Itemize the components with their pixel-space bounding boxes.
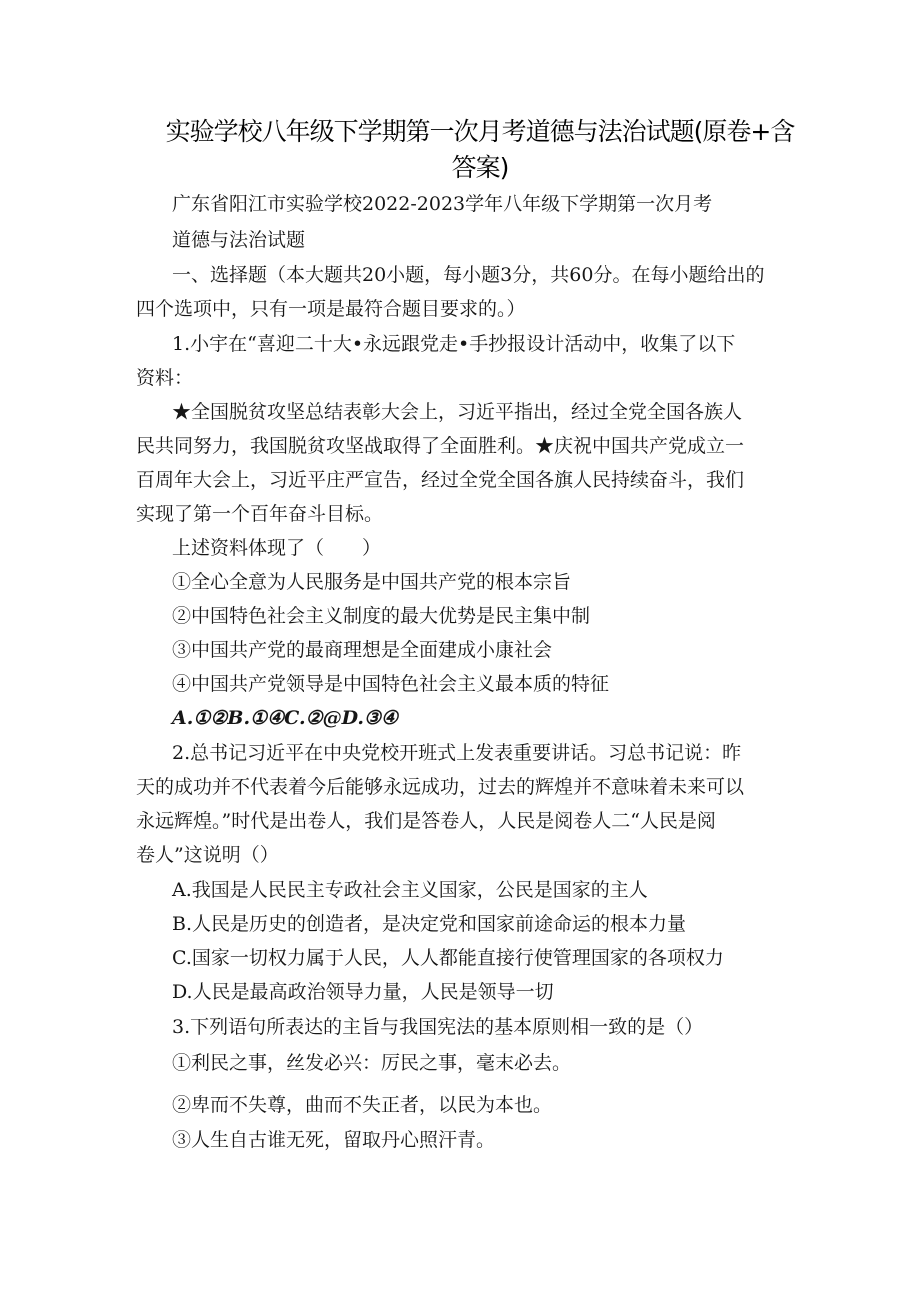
q1-option-2: ②中国特色社会主义制度的最大优势是民主集中制 <box>172 605 591 627</box>
q3-option-3: ③人生自古谁无死，留取丹心照汗青。 <box>172 1129 496 1151</box>
q3-option-1: ①利民之事，丝发必兴：厉民之事，毫末必去。 <box>172 1052 572 1074</box>
q1-stem-line-2: 资料： <box>136 367 194 389</box>
q3-option-2: ②卑而不失尊，曲而不失正者，以民为本也。 <box>172 1094 553 1116</box>
q1-option-3: ③中国共产党的最商理想是全面建成小康社会 <box>172 639 553 661</box>
q2-option-b: B.人民是历史的创造者，是决定党和国家前途命运的根本力量 <box>172 913 687 935</box>
q1-material-line-3: 百周年大会上，习近平庄严宣告，经过全党全国各旗人民持续奋斗，我们 <box>136 469 745 491</box>
school-line: 广东省阳江市实验学校2022-2023学年八年级下学期第一次月考 <box>172 193 713 215</box>
document-title-line-2: 答案) <box>451 153 509 182</box>
q2-stem-line-3: 永远辉煌。”时代是出卷人，我们是答卷人，人民是阅卷人二“人民是阅 <box>136 810 716 832</box>
q1-material-line-2: 民共同努力，我国脱贫攻坚战取得了全面胜利。★庆祝中国共产党成立一 <box>136 435 745 457</box>
section-heading-line-2: 四个选项中，只有一项是最符合题目要求的。） <box>136 298 526 320</box>
subject-line: 道德与法治试题 <box>172 229 306 251</box>
q2-stem-line-4: 卷人”这说明（） <box>136 844 279 866</box>
q2-option-a: A.我国是人民民主专政社会主义国家，公民是国家的主人 <box>172 879 648 901</box>
q2-option-d: D.人民是最高政治领导力量，人民是领导一切 <box>172 981 554 1003</box>
q2-option-c: C.国家一切权力属于人民，人人都能直接行使管理国家的各项权力 <box>172 947 724 969</box>
q1-option-4: ④中国共产党领导是中国特色社会主义最本质的特征 <box>172 673 610 695</box>
q1-answer-choices: A.①②B.①④C.②@D.③④ <box>172 707 399 729</box>
q1-material-line-4: 实现了第一个百年奋斗目标。 <box>136 503 384 525</box>
q2-stem-line-2: 天的成功并不代表着今后能够永远成功，过去的辉煌并不意味着未来可以 <box>136 776 745 798</box>
q2-stem-line-1: 2.总书记习近平在中央党校开班式上发表重要讲话。习总书记说：昨 <box>172 742 742 764</box>
q3-stem: 3.下列语句所表达的主旨与我国宪法的基本原则相一致的是（） <box>172 1016 704 1038</box>
q1-option-1: ①全心全意为人民服务是中国共产党的根本宗旨 <box>172 571 572 593</box>
document-title-line-1: 实验学校八年级下学期第一次月考道德与法治试题(原卷+含 <box>165 117 795 146</box>
section-heading-line-1: 一、选择题（本大题共20小题，每小题3分，共60分。在每小题给出的 <box>172 264 765 286</box>
q1-question: 上述资料体现了（ ） <box>172 537 382 559</box>
q1-stem-line-1: 1.小宇在“喜迎二十大•永远跟党走•手抄报设计活动中，收集了以下 <box>172 333 736 355</box>
q1-material-line-1: ★全国脱贫攻坚总结表彰大会上，习近平指出，经过全党全国各族人 <box>172 401 743 423</box>
